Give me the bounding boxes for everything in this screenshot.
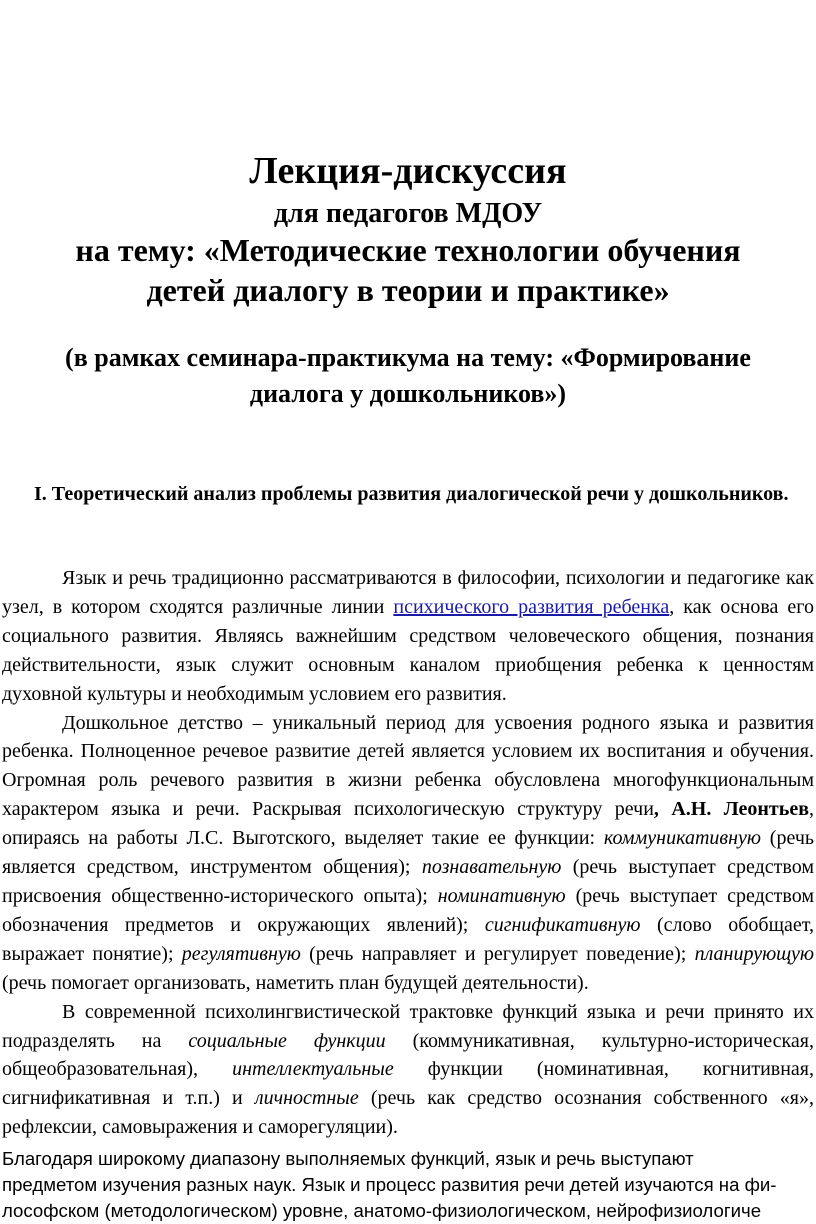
- group-intellectual: интеллектуальные: [232, 1058, 394, 1081]
- group-intellectual-desc: функции (номинативная, когнитивная, сигнификативная и т.п.) и: [2, 1058, 814, 1110]
- paragraph-2: [2, 709, 814, 998]
- group-social: социальные функции: [188, 1029, 386, 1052]
- document-body: [2, 564, 814, 1142]
- function-cognitive: познавательную: [421, 856, 562, 879]
- paragraph-3: [2, 998, 814, 1143]
- function-communicative-desc: (речь является средством, инструментом общения);: [2, 827, 814, 879]
- group-social-desc: (коммуникативная, культурно-историческая, общеобразовательная),: [2, 1029, 814, 1081]
- section-heading: I. Теоретический анализ проблемы развития диалогической речи у дошкольников.: [34, 483, 789, 505]
- paragraph-1-text-b: , как основа его социального развития. Являясь важнейшим средством человеческого общения, познания действительности, язык служит основным каналом приобщения ребенка к ценностям духовной культуры и необходимым условием его развития.: [2, 595, 814, 705]
- function-planning-desc: (речь помогает организовать, наметить план будущей деятельности).: [2, 971, 589, 994]
- title-audience: для педагогов МДОУ: [273, 198, 543, 229]
- group-personal: личностные: [254, 1087, 359, 1110]
- function-nominative: номинативную: [437, 884, 566, 907]
- paragraph-4-line-2: предметом изучения разных наук. Язык и процесс развития речи детей изучаются на фи-: [2, 1174, 777, 1195]
- function-significative: сигнификативную: [484, 913, 641, 936]
- paragraph-4-line-1: Благодаря широкому диапазону выполняемых функций, язык и речь выступают: [2, 1148, 694, 1169]
- title-topic-line2: детей диалогу в теории и практике»: [146, 272, 670, 308]
- function-communicative: коммуникативную: [603, 827, 761, 850]
- paragraph-3-intro: В современной психолингвистической трактовке функций языка и речи принято их подразделять на: [2, 1000, 814, 1052]
- paragraph-4-line-3: лософском (методологическом) уровне, анатомо-физиологическом, нейрофизиологиче: [2, 1200, 762, 1221]
- function-planning: планирующую: [694, 942, 814, 965]
- function-nominative-desc: (речь выступает средством обозначения предметов и окружающих явлений);: [2, 884, 815, 936]
- function-significative-desc: (слово обобщает, выражает понятие);: [2, 913, 814, 965]
- document-title: Лекция-дискуссия: [249, 150, 567, 192]
- paragraph-2-intro: Дошкольное детство – уникальный период для усвоения родного языка и развития ребенка. Полноценное речевое развитие детей является условием их воспитания и обучения. Огромная роль речевого развития в жизни ребенка обусловлена многофункциональным характером языка и речи. Раскрывая психологическую структуру речи: [2, 711, 814, 821]
- psychic-development-link[interactable]: психического развития ребенка: [393, 595, 670, 618]
- paragraph-4: [2, 1146, 814, 1224]
- function-cognitive-desc: (речь выступает средством присвоения общественно-исторического опыта);: [2, 856, 814, 907]
- paragraph-2-text: , опираясь на работы Л.С. Выготского, выделяет такие ее функции:: [2, 798, 814, 850]
- paragraph-1: [2, 564, 814, 709]
- function-regulative-desc: (речь направляет и регулирует поведение);: [300, 942, 695, 965]
- author-name: , А.Н. Леонтьев: [653, 798, 809, 821]
- title-topic-line1: на тему: «Методические технологии обучения: [75, 232, 741, 268]
- subtitle-line2: диалога у дошкольников»): [249, 379, 567, 408]
- subtitle-line1: (в рамках семинара-практикума на тему: «Формирование: [65, 343, 751, 372]
- function-regulative: регулятивную: [181, 942, 301, 965]
- group-personal-desc: (речь как средство осознания собственного «я», рефлексии, самовыражения и саморегуляции).: [2, 1087, 815, 1139]
- paragraph-1-text-a: Язык и речь традиционно рассматриваются в философии, психологии и педагогике как узел, в котором сходятся различные линии: [2, 567, 814, 618]
